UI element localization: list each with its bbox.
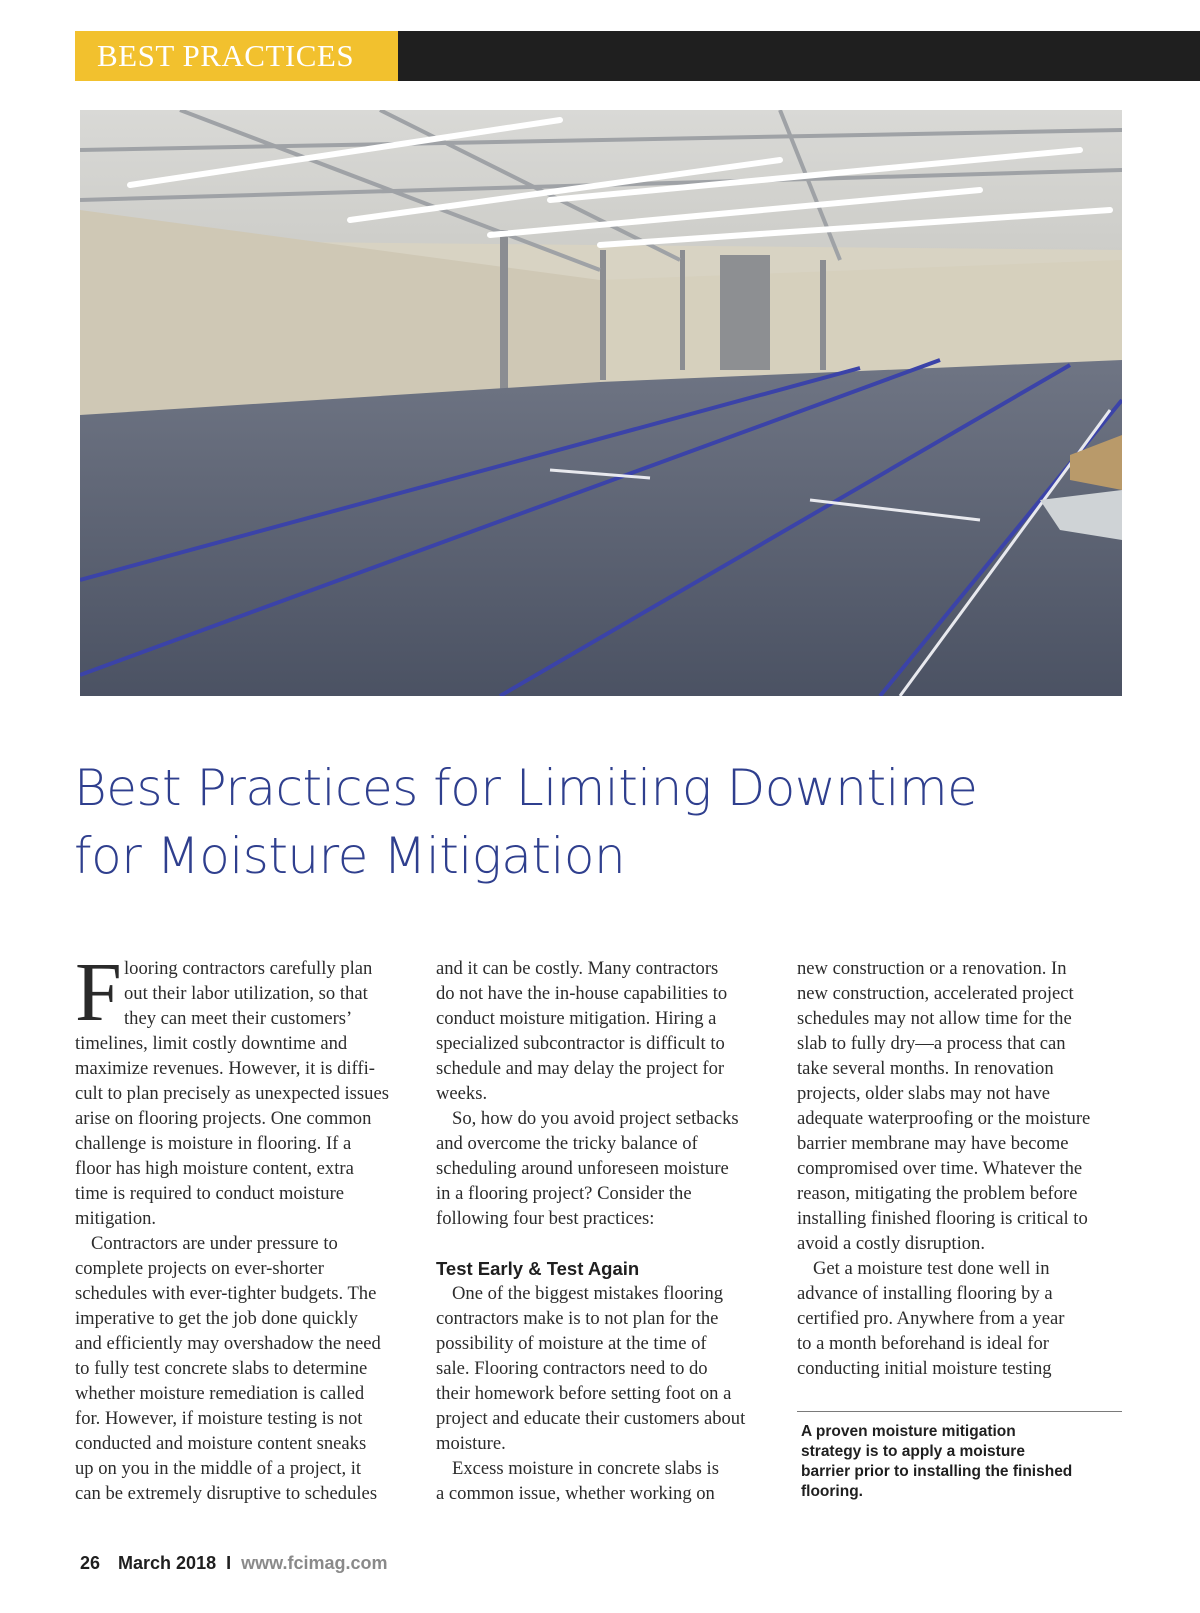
text-line: arise on flooring projects. One common xyxy=(75,1108,372,1129)
text-line: maximize revenues. However, it is diffi- xyxy=(75,1058,375,1079)
text-line: possibility of moisture at the time of xyxy=(436,1333,707,1354)
text-line: a common issue, whether working on xyxy=(436,1483,715,1504)
caption-line: barrier prior to installing the finished xyxy=(801,1463,1073,1480)
dropcap-letter: F xyxy=(75,946,122,1039)
issue-date: March 2018 xyxy=(118,1553,217,1573)
caption-divider xyxy=(797,1411,1122,1412)
text-line: moisture. xyxy=(436,1433,506,1454)
caption-line: flooring. xyxy=(801,1483,863,1500)
footer-separator: I xyxy=(226,1553,232,1573)
article-title xyxy=(74,754,1134,890)
text-line: sale. Flooring contractors need to do xyxy=(436,1358,708,1379)
text-line: One of the biggest mistakes flooring xyxy=(452,1283,724,1304)
text-line: challenge is moisture in flooring. If a xyxy=(75,1133,352,1154)
text-line: Contractors are under pressure to xyxy=(91,1233,338,1254)
website-link[interactable]: www.fcimag.com xyxy=(241,1553,388,1573)
text-line: conducting initial moisture testing xyxy=(797,1358,1052,1379)
text-line: avoid a costly disruption. xyxy=(797,1233,985,1254)
text-line: for. However, if moisture testing is not xyxy=(75,1408,363,1429)
text-line: whether moisture remediation is called xyxy=(75,1383,365,1404)
text-line: timelines, limit costly downtime and xyxy=(75,1033,348,1054)
text-line: certified pro. Anywhere from a year xyxy=(797,1308,1065,1329)
text-line: out their labor utilization, so that xyxy=(124,983,368,1004)
text-line: imperative to get the job done quickly xyxy=(75,1308,358,1329)
section-tag xyxy=(75,31,398,81)
text-line: complete projects on ever-shorter xyxy=(75,1258,324,1279)
title-line: for Moisture Mitigation xyxy=(74,827,626,885)
section-label: BEST PRACTICES xyxy=(97,38,355,73)
text-line: and overcome the tricky balance of xyxy=(436,1133,698,1154)
text-line: weeks. xyxy=(436,1083,488,1104)
text-line: Get a moisture test done well in xyxy=(813,1258,1050,1279)
photo-caption xyxy=(801,1422,1121,1502)
text-line: reason, mitigating the problem before xyxy=(797,1183,1078,1204)
text-line: installing finished flooring is critical to xyxy=(797,1208,1088,1229)
text-line: and efficiently may overshadow the need xyxy=(75,1333,381,1354)
text-line: time is required to conduct moisture xyxy=(75,1183,345,1204)
text-line: following four best practices: xyxy=(436,1208,655,1229)
text-line: adequate waterproofing or the moisture xyxy=(797,1108,1091,1129)
page-footer xyxy=(80,1553,387,1574)
text-line: advance of installing flooring by a xyxy=(797,1283,1053,1304)
text-line: their homework before setting foot on a xyxy=(436,1383,732,1404)
page-number: 26 xyxy=(80,1553,101,1573)
text-line: contractors make is to not plan for the xyxy=(436,1308,719,1329)
text-line: schedules may not allow time for the xyxy=(797,1008,1072,1029)
article-column-3 xyxy=(797,956,1122,1381)
text-line: take several months. In renovation xyxy=(797,1058,1054,1079)
text-line: can be extremely disruptive to schedules xyxy=(75,1483,378,1504)
text-line: conducted and moisture content sneaks xyxy=(75,1433,367,1454)
text-line: project and educate their customers about xyxy=(436,1408,746,1429)
text-line: compromised over time. Whatever the xyxy=(797,1158,1083,1179)
article-column-2 xyxy=(436,956,761,1506)
text-line: scheduling around unforeseen moisture xyxy=(436,1158,729,1179)
title-line: Best Practices for Limiting Downtime xyxy=(74,759,978,817)
warehouse-floor-photo xyxy=(80,110,1122,696)
text-line: Excess moisture in concrete slabs is xyxy=(452,1458,719,1479)
text-line: to a month beforehand is ideal for xyxy=(797,1333,1049,1354)
text-line: looring contractors carefully plan xyxy=(124,958,373,979)
caption-line: strategy is to apply a moisture xyxy=(801,1443,1025,1460)
text-line: projects, older slabs may not have xyxy=(797,1083,1051,1104)
text-line: floor has high moisture content, extra xyxy=(75,1158,354,1179)
article-column-1 xyxy=(75,946,400,1506)
text-line: cult to plan precisely as unexpected issues xyxy=(75,1083,389,1104)
text-line: they can meet their customers’ xyxy=(124,1008,353,1029)
caption-line: A proven moisture mitigation xyxy=(801,1423,1016,1440)
dropcap-paragraph xyxy=(75,946,400,1039)
text-line: in a flooring project? Consider the xyxy=(436,1183,692,1204)
text-line: new construction or a renovation. In xyxy=(797,958,1067,979)
text-line: specialized subcontractor is difficult to xyxy=(436,1033,725,1054)
text-line: and it can be costly. Many contractors xyxy=(436,958,719,979)
section-subhead: Test Early & Test Again xyxy=(436,1258,640,1279)
text-line: schedules with ever-tighter budgets. The xyxy=(75,1283,377,1304)
text-line: do not have the in-house capabilities to xyxy=(436,983,728,1004)
text-line: up on you in the middle of a project, it xyxy=(75,1458,362,1479)
text-line: slab to fully dry—a process that can xyxy=(797,1033,1066,1054)
text-line: to fully test concrete slabs to determine xyxy=(75,1358,368,1379)
text-line: new construction, accelerated project xyxy=(797,983,1074,1004)
text-line: So, how do you avoid project setbacks xyxy=(452,1108,739,1129)
text-line: schedule and may delay the project for xyxy=(436,1058,725,1079)
text-line: conduct moisture mitigation. Hiring a xyxy=(436,1008,717,1029)
text-line: barrier membrane may have become xyxy=(797,1133,1069,1154)
text-line: mitigation. xyxy=(75,1208,157,1229)
